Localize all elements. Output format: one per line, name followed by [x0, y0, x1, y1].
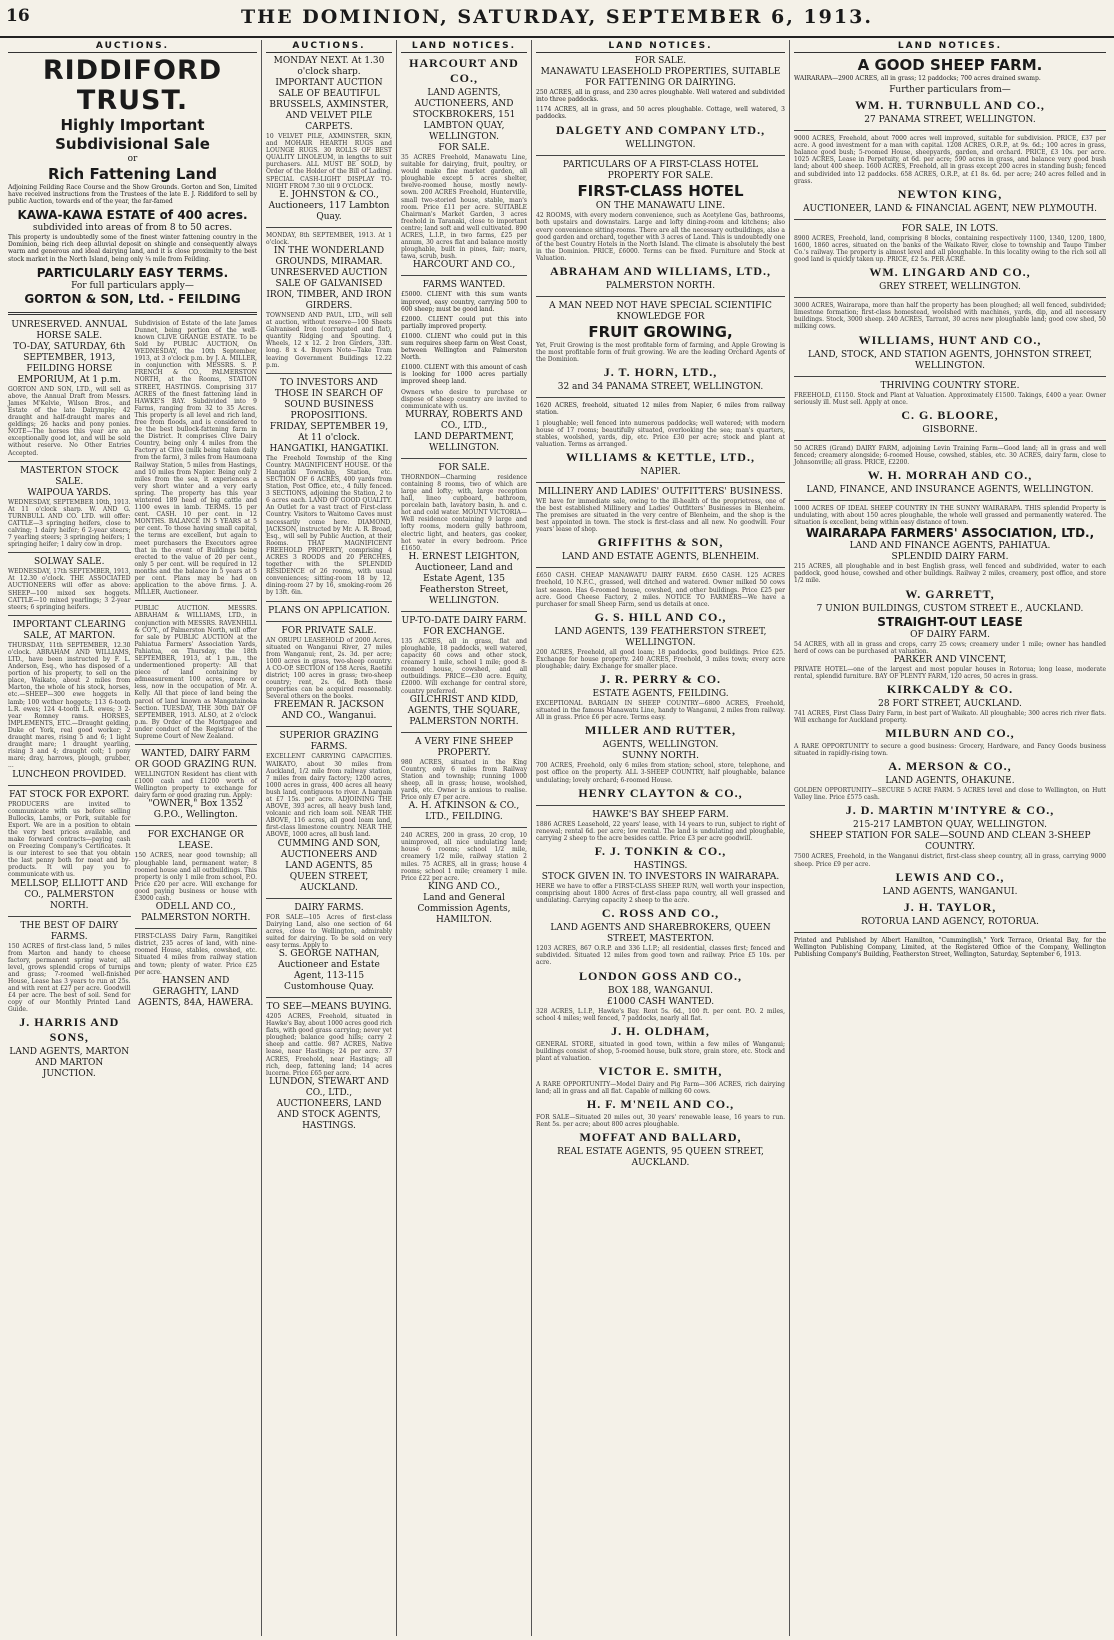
ad-body: This property is undoubtedly some of the finest winter fattening country in the Dominion, being rich deep alluvial deposit on shingle and consequently always warm and generous and ideal dairying land, and it is close proximity to the best stock market in the North Island, being only ¼ mile from Feilding.: [8, 234, 257, 263]
agent-name: J. H. OLDHAM,: [611, 1023, 710, 1038]
subcolumns: [8, 320, 257, 1081]
filler-text: 8900 ACRES, Freehold, land, comprising 8 blocks, containing respectively 1100, 1340, 1200, 1800, 1600, 1860 acres, situated on the banks of the Waikato River, close to township and Taupo Timber Co.'s railway. The property is almost level and all ploughable. In this locality owing to the rich soil all good land is quickly taken up. PRICE, £2 5s. PER ACRE.: [794, 234, 1106, 264]
section-header: LAND NOTICES.: [794, 41, 1106, 53]
filler-text: Owners who desire to purchase or dispose of sheep country are invited to communicate with us.: [401, 388, 527, 410]
ad-heading: UNRESERVED. ANNUAL HORSE SALE.: [11, 319, 128, 341]
filler-text: 50 ACRES (Grand) DAIRY FARM, adjoining Levin Training Farm—Good land; all in grass and well fenced; creamery alongside; 6-roomed House, cowshed, stables, etc. 30 ACRES, dairy farm, close to Johnsonville; all grass. PRICE, £2200.: [794, 444, 1106, 466]
filler-text: PRODUCERS are invited to communicate with us before selling Bullocks, Lambs, or Pork, suitable for Export. We are in a position to obtain the very best prices available, and make forward contracts—paying cash on Freezing Company's Certificates. It is our interest to see that you obtain the last penny both for meat and by-products. It will pay you to communicate with us.: [8, 800, 131, 879]
filler-text: 54 ACRES, with all in grass and crops, carry 25 cows; creamery under 1 mile; owner has handled herd of cows can be purchased at valuation.: [794, 640, 1106, 655]
estate-title: KAWA-KAWA ESTATE of 400 acres.: [17, 208, 248, 223]
ad-title: FRUIT GROWING,: [588, 323, 733, 342]
ad-subtitle: OF DAIRY FARM.: [910, 629, 990, 640]
filler-text: £650 CASH. CHEAP MANAWATU DAIRY FARM. £650 CASH. 125 ACRES freehold, 10 N.F.C., grassed, well ditched and watered. Owner milked 50 cows last season. Has 6-roomed house, cowshed, and other buildings. Price £25 per acre. Good Cheese Factory, 2 miles. NOTICE TO FARMERS—We have a purchaser for small Sheep Farm, send us details at once.: [536, 572, 785, 608]
agent-name: VICTOR E. SMITH,: [598, 1063, 723, 1078]
agent-name: LONDON GOSS AND CO.,: [578, 968, 743, 983]
ad-heading: UP-TO-DATE DAIRY FARM.: [401, 615, 527, 626]
agent-address: LAND DEPARTMENT, WELLINGTON.: [414, 431, 514, 453]
agent-name: C. G. BLOORE,: [901, 407, 999, 422]
ad-heading: IMPORTANT AUCTION SALE OF BEAUTIFUL BRUSSELS, AXMINSTER, AND VELVET PILE CARPETS.: [269, 78, 389, 132]
newspaper-title: THE DOMINION, SATURDAY, SEPTEMBER 6, 1913.: [241, 6, 873, 28]
ad-heading: TO INVESTORS AND THOSE IN SEARCH OF SOUND BUSINESS PROPOSITIONS.: [274, 377, 384, 421]
ad-body: Adjoining Feilding Race Course and the Show Grounds. Gorton and Son, Limited have received instructions from the Trustees of the late E. J. Riddiford to sell by public Auction, towards end of the year, the far-famed: [8, 184, 257, 206]
agent-name: KIRKCALDY & CO.: [886, 681, 1014, 696]
agent-name: MELLSOP, ELLIOTT AND CO., PALMERSTON NORTH.: [10, 878, 128, 911]
agent-address: GREY STREET, WELLINGTON.: [879, 282, 1021, 293]
agent-name: S. GEORGE NATHAN,: [278, 949, 380, 959]
ad-heading: TO SEE—MEANS BUYING.: [266, 1002, 392, 1012]
imprint: Printed and Published by Albert Hamilton, "Cumminglish," York Terrace, Oriental Bay, for the Wellington Publishing Company, Limited, at the Registered Office of the Company, Wellington Publishing Company's Building, Featherston Street, Wellington, Saturday, September 6, 1913.: [794, 936, 1106, 958]
agent-address: AGENTS, THE SQUARE, PALMERSTON NORTH.: [407, 705, 521, 727]
filler-text: EXCEPTIONAL BARGAIN IN SHEEP COUNTRY—6800 ACRES, Freehold, situated in the famous Manawatu Line, handy to Wanganui, 2 miles from railway. All in grass. Price £6 per acre. Terms easy.: [536, 700, 785, 722]
agent-name: WILLIAMS, HUNT AND CO.,: [858, 332, 1042, 347]
filler-text: GOLDEN OPPORTUNITY—SECURE 5 ACRE FARM. 5 ACRES level and close to Wellington, on Hutt Valley line. Price £575 cash.: [794, 787, 1106, 802]
ad-heading: FOR SALE, IN LOTS.: [901, 223, 999, 234]
masthead: [0, 0, 1114, 38]
agent-name: NEWTON KING,: [897, 186, 1003, 201]
apply-line: For full particulars apply—: [71, 280, 194, 291]
filler-text: 3000 ACRES, Wairarapa, more than half the property has been ploughed; all well fenced, subdivided; limestone formation; first-class homestead, woolshed with machines, yards, dip, and all necessary buildings. Stock, 3000 sheep. 240 ACRES, Tarrant, 30 acres new ploughable land; good cow shed, 50 milking cows.: [794, 302, 1106, 331]
section-header: AUCTIONS.: [8, 41, 257, 53]
agent-name: ABRAHAM AND WILLIAMS, LTD.,: [549, 264, 772, 279]
section-header: LAND NOTICES.: [401, 41, 527, 53]
agent-name: MURRAY, ROBERTS AND CO., LTD.,: [405, 409, 523, 431]
filler-text: 240 ACRES, 200 in grass, 20 crop, 10 unimproved, all nice undulating land; house 6 rooms; school 1/2 mile, creamery 1/2 mile, railway station 2 miles. 75 ACRES, all in grass; house 4 rooms; school 1 mile; creamery 1 mile. Price £22 per acre.: [401, 832, 527, 882]
filler-text: GORTON AND SON, LTD., will sell as above, the Annual Draft from Messrs. James M'Kelvie, Wilson Bros., and Estate of the late Dalrymple; 42 draught and half-draught mares and geldings; 26 hacks and pony ponies. NOTE—The horses this year are an exceptionally good lot, and will be sold without reserve. No Other Entries Accepted.: [8, 385, 131, 457]
agent-address: 215-217 LAMBTON QUAY, WELLINGTON.: [853, 820, 1047, 831]
agent-address: PALMERSTON NORTH.: [605, 281, 716, 292]
agent-address: LAND, FINANCE, AND INSURANCE AGENTS, WELLINGTON.: [806, 484, 1094, 495]
agent-name: C. ROSS AND CO.,: [601, 906, 720, 921]
ad-heading: SPLENDID DAIRY FARM.: [891, 552, 1009, 563]
agent-name: HARCOURT AND CO.,: [409, 56, 519, 85]
ad-heading: LUNCHEON PROVIDED.: [12, 769, 127, 780]
filler-text: 700 ACRES, Freehold, only 6 miles from station; school, store, telephone, and post office on the property. ALL 3-SHEEP COUNTRY, half ploughable, balance undulating; lovely orchard; 6-roomed House.: [536, 762, 785, 784]
column-land-notices-1: [397, 40, 532, 1636]
agent-name: H. ERNEST LEIGHTON,: [408, 551, 520, 562]
agent-address: Land and General Commission Agents, HAMILTON.: [417, 892, 511, 925]
agent-name: KING AND CO.,: [427, 881, 501, 892]
section-header: AUCTIONS.: [266, 41, 392, 53]
ad-heading: MILLINERY AND LADIES' OUTFITTERS' BUSINESS.: [538, 486, 783, 497]
agent-name: GRIFFITHS & SON,: [597, 535, 724, 550]
column-land-notices-2: [532, 40, 790, 1636]
listing: 250 ACRES, all in grass, and 230 acres ploughable. Well watered and subdivided into three paddocks.: [536, 89, 785, 104]
filler-text: 1886 ACRES Leasehold, 22 years' lease, with 14 years to run, subject to right of renewal; rental 6d. per acre; low rental. The land is undulating and ploughable, carrying 2 sheep to the acre besides cattle. Price £3 per acre goodwill.: [536, 820, 785, 842]
agent-address: AGENTS, WELLINGTON.: [602, 740, 719, 751]
ad-heading: THE BEST OF DAIRY FARMS.: [20, 920, 119, 942]
filler-text: Subdivision of Estate of the late James Dunnet, being portion of the well-known CLIVE GRANGE ESTATE. To be Sold by PUBLIC AUCTION, On WEDNESDAY, the 10th September, 1913, at 3 o'clock p.m. by J. A. MILLER, in conjunction with MESSRS. S. P. FRENCH & CO., PALMERSTON NORTH, at the Rooms, STATION STREET, HASTINGS. Comprising 317 ACRES of the finest fattening land in HAWKE'S BAY. Subdivided into 9 Farms, ranging from 32 to 35 Acres. This property is all level and rich land, free from floods, and is considered to be the best bullock-fattening farm in the District. It comprises Clive Dairy Country, being only 4 miles from the Factory at Clive (milk being taken daily from the farm), 3 miles from Haumoana Railway Station, 5 miles from Hastings, and 10 miles from Napier. Being only 2 miles from the sea, it experiences a very short winter and a very early spring. The property has this year wintered 189 head of big cattle and 1100 ewes in lamb. TERMS. 15 per cent. CASH. 10 per cent. in 12 MONTHS. BALANCE IN 5 YEARS at 5 per cent. To those having small capital, the terms are excellent, but again to meet purchasers the Executors agree that in the event of Buildings being erected to the value of 20 per cent., only 5 per cent. will be required in 12 months and the balance in 5 years at 5 per cent. Plans may be had on application to the above firms. J. A. MILLER, Auctioneer.: [134, 319, 257, 597]
filler-text: HERE we have to offer a FIRST-CLASS SHEEP RUN, well worth your inspection, comprising about 1800 Acres of first-class papa country, all well grassed and undulating. Carrying capacity 2 sheep to the acre.: [536, 882, 785, 905]
filler-text: MONDAY, 8th SEPTEMBER, 1913. At 1 o'clock.: [266, 231, 392, 246]
ad-heading: FAT STOCK FOR EXPORT.: [9, 789, 130, 800]
filler-text: A RARE OPPORTUNITY to secure a good business: Grocery, Hardware, and Fancy Goods business situated in rapidly-rising town.: [794, 743, 1106, 758]
filler-text: FOR SALE—Situated 20 miles out, 30 years' renewable lease, 16 years to run. Rent 5s. per acre; about 800 acres ploughable.: [536, 1114, 785, 1129]
filler-text: 1 ploughable; well fenced into numerous paddocks; well watered; with modern house of 17 rooms; beautifully situated, overlooking the sea; man's quarters, stables, woolshed, yards, dip, etc. Price £30 per acre; stock and plant at valuation. Terms as arranged.: [536, 419, 785, 448]
subcolumn-left: [8, 320, 131, 1081]
filler-text: 200 ACRES, Freehold, all good loam; 18 paddocks, good buildings. Price £25. Exchange for house property. 240 ACRES, Freehold, 3 miles town; every acre ploughable; dairy. Exchange for smaller place.: [536, 648, 785, 670]
filler-text: PUBLIC AUCTION. MESSRS. ABRAHAM & WILLIAMS, LTD., in conjunction with MESSRS. RAVENHILL & CO'Y., of Palmerston North, will offer for sale by PUBLIC AUCTION at the Pahiatua Farmers' Association Yards, Pahiatua, on Thursday, the 18th SEPTEMBER, 1913, at 1 p.m., the undermentioned property: All that piece of land containing by admeasurement 100 acres, more or less, now in the occupation of Mr. A. Kelly. All that piece of land being the parcel of land known as Mangatainoka Section. TUESDAY, THE 30th DAY OF SEPTEMBER, 1913. ALSO, at 2 o'clock p.m. By Order of the Mortgagee and under conduct of the Registrar of the Supreme Court of New Zealand.: [134, 605, 257, 740]
contact: "OWNER," Box 1352 G.P.O., Wellington.: [148, 799, 244, 821]
agent-name: GILCHRIST AND KIDD,: [409, 694, 519, 705]
agent-name: MOFFAT AND BALLARD,: [579, 1130, 742, 1145]
agent-address: 27 PANAMA STREET, WELLINGTON.: [864, 115, 1036, 126]
filler-text: 215 ACRES, all ploughable and in best English grass, well fenced and subdivided, water to each paddock, good house, cowshed and other buildings. Railway 2 miles, creamery, post office, and store 1/2 mile.: [794, 563, 1106, 585]
subheadline: Highly Important Subdivisional Sale: [55, 116, 210, 153]
filler-text: WEDNESDAY, 17th SEPTEMBER, 1913, At 12.30 o'clock. THE ASSOCIATED AUCTIONEERS will offer as above: SHEEP—100 mixed sex hoggets. CATTLE—10 mixed yearlings; 3 2-year steers; 6 springing heifers.: [8, 568, 131, 611]
agent-address: GISBORNE.: [922, 424, 978, 435]
filler-text: 1000 ACRES OF IDEAL SHEEP COUNTRY IN THE SUNNY WAIRARAPA. THIS splendid Property is undulating, with about 150 acres ploughable, the whole well grassed and permanently watered. The situation is excellent, being within easy distance of town.: [794, 504, 1106, 527]
filler-text: 150 ACRES, near good township; all ploughable land, permanent water; 8 roomed house and all outbuildings. This property is only 1 mile from school, P.O. Price £20 per acre. Will exchange for good paying business or house with £3000 cash.: [134, 852, 257, 903]
filler-text: 42 ROOMS, with every modern convenience, such as Acetylene Gas, bathrooms, both upstairs and downstairs. Large and lofty dining-room and kitchens; also every convenience sitting-rooms. There are all the necessary outbuildings, also a good garden and orchard, together with 3 acres of Land. This is undoubtedly one of the best Country Hotels in the North Island. The climate is absolutely the best in the Dominion. PRICE, £6000. Terms can be fixed. Furniture and Stock at Valuation.: [536, 212, 785, 262]
agent-address: LAND AGENTS, 139 FEATHERSTON STREET, WELLINGTON.: [554, 626, 767, 648]
wanted-ad: £1000. CLIENT who could put in this sum requires sheep farm on West Coast, between Wellington and Palmerston North.: [401, 332, 527, 362]
ad-heading: WAIPOUA YARDS.: [27, 487, 111, 498]
ad-heading: SHEEP STATION FOR SALE—SOUND AND CLEAN 3-SHEEP COUNTRY.: [809, 831, 1091, 853]
agent-name: E. JOHNSTON & CO., Auctioneers, 117 Lambton Quay.: [268, 189, 390, 222]
ad-heading: TO-DAY, SATURDAY, 6th SEPTEMBER, 1913, FEILDING HORSE EMPORIUM, At 1 p.m.: [13, 341, 126, 385]
filler-text: 7500 ACRES, Freehold, in the Wanganui district, first-class sheep country, all in grass, carrying 9000 sheep. Price £9 per acre.: [794, 853, 1106, 868]
agent-address: 32 and 34 PANAMA STREET, WELLINGTON.: [557, 382, 764, 393]
agent-name: HENRY CLAYTON & CO.,: [578, 785, 743, 800]
ad-heading: FARMS WANTED.: [422, 280, 506, 291]
agent-name: WM. LINGARD AND CO.,: [869, 265, 1031, 280]
ad-heading: PLANS ON APPLICATION.: [268, 605, 390, 616]
ad-heading: PARTICULARS OF A FIRST-CLASS HOTEL PROPERTY FOR SALE.: [562, 160, 759, 182]
agent-address: LAND AGENTS AND SHAREBROKERS, QUEEN STREET, MASTERTON.: [550, 923, 771, 945]
agent-name: ODELL AND CO., PALMERSTON NORTH.: [141, 902, 251, 924]
agent-name: J. HARRIS AND SONS,: [19, 1015, 120, 1045]
agent-name: PARKER AND VINCENT,: [893, 654, 1007, 665]
ad-heading: SUPERIOR GRAZING FARMS.: [279, 731, 379, 753]
ad-heading: FOR SALE.: [634, 56, 687, 66]
ad-heading: SOLWAY SALE.: [33, 557, 105, 568]
agent-address: Auctioneer and Estate Agent, 113-115 Customhouse Quay.: [278, 960, 380, 992]
ad-heading: FOR EXCHANGE.: [423, 626, 505, 637]
agent-name: A. MERSON & CO.,: [888, 759, 1012, 774]
filler-text: FOR SALE—105 Acres of first-class Dairying Land, also one section of 64 acres, close to Wellington, admirably suited for dairying. To be sold on very easy terms. Apply to: [266, 913, 392, 949]
ad-heading: £1000 CASH WANTED.: [606, 996, 715, 1007]
wanted-ad: £5000. CLIENT with this sum wants improved, easy country, carrying 500 to 600 sheep; must be good land.: [401, 291, 527, 313]
agent-name: CUMMING AND SON, AUCTIONEERS AND LAND AGENTS, 85 QUEEN STREET, AUCKLAND.: [277, 838, 381, 893]
agent-name: WILLIAMS & KETTLE, LTD.,: [566, 449, 755, 464]
agent-name: MILBURN AND CO.,: [885, 726, 1015, 741]
agent-address: ROTORUA LAND AGENCY, ROTORUA.: [861, 916, 1039, 927]
filler-text: FREEHOLD, £1150. Stock and Plant at Valuation. Approximately £1500. Takings, £400 a year. Owner seriously ill. Must sell. Apply at once.: [794, 391, 1106, 406]
agent-name: J. R. PERRY & CO.: [599, 672, 722, 687]
divider: [8, 312, 257, 315]
filler-text: THURSDAY, 11th SEPTEMBER, 12.30 o'clock. ABRAHAM AND WILLIAMS, LTD., have been instructed by F. L. Anderson, Esq., who has disposed of a portion of his property, to sell on the place, Waikato, about 2 miles from Marton, the whole of his stock, horses, etc.—SHEEP—300 ewe hoggets in lamb; 100 wether hoggets; 113 6-tooth L.R. ewes; 124 4-tooth L.R. ewes; 3 2-year Romney rams. HORSES, IMPLEMENTS, ETC.—Draught gelding, Duke of York, real good worker; 2 draught mares, rising 5 and 6; 1 light draught mare; 1 draught yearling, rising 3 and 4; draught colt; 1 pony mare; dray, harrows, plough, grubber, ...: [8, 641, 131, 770]
ad-heading: HAWKE'S BAY SHEEP FARM.: [592, 809, 729, 820]
listing: 1620 ACRES, freehold, situated 12 miles from Napier, 6 miles from railway station.: [536, 402, 785, 417]
filler-text: The Freehold Township of the King Country. MAGNIFICENT HOUSE. Of the Hangatiki Township, Station, etc. SECTION OF 6 ACRES, 400 yards from Station, Post Office, etc., 4 fully fenced. 3 SECTIONS, adjoining the Station, 2 to 6 acres each. LAND OF GOOD QUALITY. An Outlet for a vast tract of First-class Country. Visitors to Waitomo Caves must necessarily come here. DIAMOND, JACKSON, instructed by Mr. A. R. Broad, Esq., will sell by Public Auction, at their Rooms. THAT MAGNIFICENT FREEHOLD PROPERTY, comprising 4 ACRES 3 ROODS and 20 PERCHES, together with the SPLENDID RESIDENCE of 26 rooms, with usual conveniences; sitting-room 18 by 12, dining-room 27 by 16, smoking-room 26 by 13ft. 6in.: [266, 454, 392, 597]
agent-address: ESTATE AGENTS, FEILDING.: [592, 689, 729, 700]
agent-address: NAPIER.: [640, 466, 681, 477]
ad-title: A GOOD SHEEP FARM.: [857, 56, 1043, 74]
filler-text: THORNDON—Charming residence containing 8 rooms, two of which are large and lofty; with, large reception hall, lineo cupboard, bathroom, porcelain bath, lavatory basin, h. and c. hot and cold water. MOUNT VICTORIA—Well residence containing 9 large and lofty rooms, modern gully bathroom, electric light, and heaters, gas cooker, hot water in every bedroom. Price £1650.: [401, 473, 527, 552]
filler-text: WELLINGTON Resident has client with £1000 cash and £1200 worth of Wellington property to exchange for dairy farm or good grazing run. Apply:: [134, 771, 257, 800]
headline: RIDDIFORD TRUST.: [42, 55, 223, 116]
agent-name: W. GARRETT,: [905, 586, 995, 601]
ad-heading: STOCK GIVEN IN. TO INVESTORS IN WAIRARAPA.: [541, 871, 780, 882]
filler-text: TOWNSEND AND PAUL, LTD., will sell at auction, without reserve—100 Sheets Galvanised Iron (corrugated and flat), quantity Ridging and Spouting. 4 Wheels, 12 x 12. 2 Iron Girders, 33ft. long. 8 x 4. Buyers Note—Take Tram leaving Government Buildings 12.22 p.m.: [266, 311, 392, 369]
agent-name: WM. H. TURNBULL AND CO.,: [855, 98, 1045, 113]
ad-heading: FRIDAY, SEPTEMBER 19, At 11 o'clock.: [269, 421, 389, 443]
ad-heading: MASTERTON STOCK SALE.: [20, 465, 119, 487]
agent-address: LAND AGENTS, AUCTIONEERS, AND STOCKBROKERS, 151 LAMBTON QUAY, WELLINGTON.: [412, 88, 516, 142]
ad-heading: THRIVING COUNTRY STORE.: [880, 380, 1020, 391]
filler-text: 35 ACRES Freehold, Manawatu Line, suitable for dairying, fruit, poultry, or would make fine market garden, all ploughable except 5 acres shelter, twelve-roomed house, mostly newly-sown. 200 ACRES Freehold, Hunterville, small two-storied house, stable, man's room. Price £11 per acre. SUITABLE Chairman's Market Garden, 3 acres freehold in Taranaki, close to important centre; land soft and well cultivated. 890 ACRES, L.I.P., in two farms, £25 per annum, 30 acres flat and balance mostly ploughable, built in pines, fair; mare, tawa, scrub, bush.: [401, 154, 527, 261]
agent-name: LUNDON, STEWART AND CO., LTD.,: [269, 1076, 389, 1098]
ad-heading: IN THE WONDERLAND GROUNDS, MIRAMAR.: [273, 245, 385, 267]
agent-address: LAND AGENTS, OHAKUNE.: [885, 776, 1015, 787]
listing: 1174 ACRES, all in grass, and 50 acres ploughable. Cottage, well watered, 3 paddocks.: [536, 106, 785, 121]
agent-address: HASTINGS.: [633, 860, 688, 871]
ad-heading: IMPORTANT CLEARING SALE, AT MARTON.: [12, 619, 126, 641]
section-header: LAND NOTICES.: [536, 41, 785, 53]
filler-text: 1203 ACRES, 867 O.R.P. and 336 L.I.P.; all residential, classes first; fenced and subdivided. Situated 12 miles from good town and railway. Price £5 10s. per acre.: [536, 945, 785, 967]
listing: WAIRARAPA—2900 ACRES, all in grass; 12 paddocks; 700 acres drained swamp.: [794, 75, 1041, 82]
ad-heading: FOR PRIVATE SALE.: [281, 625, 377, 636]
ad-heading: MANAWATU LEASEHOLD PROPERTIES, SUITABLE FOR FATTENING OR DAIRYING.: [540, 67, 781, 88]
ad-title: STRAIGHT-OUT LEASE: [877, 614, 1023, 629]
filler-text: AN ORUPU LEASEHOLD of 2000 Acres, situated on Wanganui River, 27 miles from Wanganui; rent, 2s. 3d. per acre; 1000 acres in grass, two-sheep country. A CO-OP. SECTION of 158 Acres, Raetihi district; 100 acres in grass; two-sheep country; rent, 2s. 6d. Both these properties can be acquired reasonably. Several others on the books.: [266, 636, 392, 701]
apply-line: Further particulars from—: [889, 85, 1011, 96]
ad-heading: FOR SALE.: [438, 462, 490, 473]
ad-heading: MONDAY NEXT. At 1.30 o'clock sharp.: [273, 56, 385, 77]
agent-address: LAND, STOCK, AND STATION AGENTS, JOHNSTON STREET, WELLINGTON.: [808, 349, 1092, 371]
filler-text: FIRST-CLASS Dairy Farm, Rangitikei district, 235 acres of land, with nine-roomed House, stables, cowshed, etc. Situated 4 miles from railway station and town; plenty of water. Price £25 per acre.: [134, 933, 257, 976]
ad-heading: FOR SALE.: [438, 143, 490, 153]
ad-heading: A VERY FINE SHEEP PROPERTY.: [414, 736, 514, 758]
agent-address: 7 UNION BUILDINGS, CUSTOM STREET E., AUCKLAND.: [816, 603, 1084, 614]
agent-address: LAND AGENTS, WANGANUI.: [882, 886, 1018, 897]
filler-text: 328 ACRES, L.I.P., Hawke's Bay. Rent 5s. 6d., 100 ft. per cent. P.O. 2 miles, school 4 miles; well fenced, 7 paddocks, nearly all flat.: [536, 1007, 785, 1022]
column-auctions-1: [4, 40, 262, 1636]
agent-name: J. H. TAYLOR,: [903, 899, 997, 914]
filler-text: WE have for immediate sale, owing to the ill-health of the proprietress, one of the best established Millinery and Ladies' Outfitters' Businesses in Blenheim. The premises are situated in the very centre of Blenheim, and the shop is the best appointed in town. The stock is first-class and all new. No goodwill. Four years' lease of shop.: [536, 497, 785, 534]
filler-text: Yet, Fruit Growing is the most profitable form of farming, and Apple Growing is the most profitable form of fruit growing. We are the leading Orchard Agents of the Dominion.: [536, 342, 785, 364]
agent-address: AUCTIONEERS, LAND AND STOCK AGENTS, HASTINGS.: [276, 1098, 382, 1131]
agent-name: HARCOURT AND CO.,: [412, 260, 516, 271]
wanted-ad: £2000. CLIENT could put this into partially improved property.: [401, 315, 527, 330]
agent-name: WAIRARAPA FARMERS' ASSOCIATION, LTD.,: [805, 526, 1095, 541]
agent-address: LAND AND ESTATE AGENTS, BLENHEIM.: [561, 552, 760, 563]
ad-heading: DAIRY FARMS.: [294, 902, 364, 913]
filler-text: A RARE OPPORTUNITY—Model Dairy and Pig Farm—306 ACRES, rich dairying land; all in grass and all flat. Capable of milking 60 cows.: [536, 1080, 785, 1096]
ad-subtitle: ON THE MANAWATU LINE.: [595, 201, 726, 212]
filler-text: 9000 ACRES, Freehold, about 7000 acres well improved, suitable for subdivision. PRICE, £37 per acre. A good investment for a man with capital. 1208 ACRES, O.R.P., at 9s. 6d.; 100 acres in grass, balance good bush; 5-roomed House, sheepyards, garden, and orchard. PRICE, £3 10s. per acre. 1025 ACRES, Lease in Perpetuity, at 6d. per acre; 590 acres in grass, and balance very good bush land; about 400 sheep. 1600 ACRES, Freehold, all in grass except 200 acres in standing bush; fenced and subdivided into 12 paddocks. 658 ACRES, O.R.P., at £1 8s. 6d. per acre; 240 acres felled and in grass.: [794, 135, 1106, 185]
filler-text: 4205 ACRES, Freehold, situated in Hawke's Bay, about 1000 acres good rich flats, with good grass carrying; never yet ploughed; balance good hills; carry 2 sheep and cattle. 987 ACRES, Native lease, near Hastings; 24 per acre. 37 ACRES, Freehold, near Hastings; all rich, deep, fattening land; 14 acres lucerne. Price £65 per acre.: [266, 1013, 392, 1077]
agent-name: A. H. ATKINSON & CO., LTD., FEILDING.: [408, 801, 520, 823]
agent-name: MILLER AND RUTTER,: [584, 723, 737, 738]
subheadline-or: or: [127, 154, 138, 164]
terms-line: PARTICULARLY EASY TERMS.: [36, 265, 229, 280]
ad-heading: WANTED, DAIRY FARM OR GOOD GRAZING RUN.: [134, 749, 257, 771]
agent-address: LAND AND FINANCE AGENTS, PAHIATUA.: [849, 541, 1051, 552]
filler-text: 741 ACRES, First Class Dairy Farm, in best part of Waikato. All ploughable; 300 acres rich river flats. Will exchange for Auckland property.: [794, 709, 1106, 724]
agent-name: FREEMAN R. JACKSON AND CO., Wanganui.: [273, 700, 385, 722]
agent-name: J. T. HORN, LTD.,: [603, 365, 718, 380]
agent-name: H. F. M'NEIL AND CO.,: [586, 1097, 735, 1112]
estate-note: subdivided into areas of from 8 to 50 acres.: [32, 223, 233, 234]
column-land-notices-3: [790, 40, 1110, 1636]
agent-address: 28 FORT STREET, AUCKLAND.: [878, 698, 1022, 709]
agent-name: F. J. TONKIN & CO.,: [594, 843, 727, 858]
agent-address: BOX 188, WANGANUI.: [608, 985, 713, 996]
ad-heading: HANGATIKI, HANGATIKI.: [269, 443, 389, 454]
agent-name: GORTON & SON, Ltd. - FEILDING: [24, 291, 241, 306]
ad-heading: A MAN NEED NOT HAVE SPECIAL SCIENTIFIC KNOWLEDGE FOR: [549, 301, 772, 323]
filler-text: 150 ACRES of first-class land, 5 miles from Marton and handy to cheese factory, permanent spring water, all level, grows splendid crops of turnips and grass; 7-roomed well-finished House, Lease has 3 years to run at 25s. and with rent at £27 per acre. Goodwill £4 per acre. The best of soil. Send for copy of our Monthly Printed Land Guide.: [8, 942, 131, 1014]
filler-text: WEDNESDAY, SEPTEMBER 10th, 1913. At 11 o'clock sharp. W. AND G. TURNBULL AND CO. LTD. will offer: CATTLE—3 springing heifers, close to calving; 1 dairy heifer; 6 2-year steers; 7 yearling steers; 3 springing heifers; 1 springing heifer; 1 dairy cow in drop.: [8, 498, 131, 549]
agent-address: WELLINGTON.: [625, 140, 696, 151]
agent-name: DALGETY AND COMPANY LTD.,: [555, 123, 766, 138]
filler-text: GENERAL STORE, situated in good town, within a few miles of Wanganui; buildings consist of shop, 5-roomed house, bulk store, grain store, etc. Stock and plant at valuation.: [536, 1040, 785, 1062]
filler-text: 980 ACRES, situated in the King Country, only 6 miles from Railway Station and township; running 1000 sheep, all in grass; house, woolshed, yards, etc. Owner is anxious to realise. Price only £7 per acre.: [401, 758, 527, 802]
agent-address: AUCTIONEER, LAND & FINANCIAL AGENT, NEW PLYMOUTH.: [803, 203, 1097, 214]
agent-name: HANSEN AND GERAGHTY, LAND AGENTS, 84A, HAWERA.: [138, 975, 254, 1008]
agent-address: REAL ESTATE AGENTS, 95 QUEEN STREET, AUCKLAND.: [557, 1147, 764, 1169]
agent-name: G. S. HILL AND CO.,: [594, 609, 727, 624]
agent-name: J. D. MARTIN M'INTYRE & CO.,: [845, 803, 1055, 818]
agent-name: LEWIS AND CO.,: [895, 869, 1005, 884]
subcolumn-right: [135, 320, 258, 1081]
page-number: 16: [6, 6, 30, 26]
filler-text: EXCELLENT CARRYING CAPACITIES. WAIKATO, about 30 miles from Auckland, 1/2 mile from railway station, 7 miles from dairy factory; 1200 acres, 1000 acres in grass, 400 acres all heavy bush land, contiguous to river. A bargain at £7 15s. per acre. ADJOINING THE ABOVE, 393 acres, all heavy bush land, volcanic and rich loam soil. NEAR THE ABOVE, 116 acres, all good loam land, first-class limestone country. NEAR THE ABOVE, 1000 acres, all bush land.: [266, 753, 392, 839]
agent-address: LAND AGENTS, MARTON AND MARTON JUNCTION.: [9, 1047, 130, 1080]
filler-text: PRIVATE HOTEL—one of the largest and most popular houses in Rotorua; long lease, moderate rental, splendid furniture. BAY OF PLENTY FARM, 120 acres, 50 acres in grass.: [794, 665, 1106, 680]
ad-heading: UNRESERVED AUCTION SALE OF GALVANISED IRON, TIMBER, AND IRON GIRDERS.: [266, 267, 392, 311]
ad-title: FIRST-CLASS HOTEL: [577, 182, 744, 201]
ad-heading: SUNNY NORTH.: [622, 751, 699, 762]
filler-text: 135 ACRES, all in grass, flat and ploughable, 18 paddocks, well watered, capacity 60 cows and other stock, creamery 1 mile, school 1 mile; good 8-roomed house, cowshed, and all outbuildings. PRICE—£30 acre. Equity, £2000. Will exchange for central store, country preferred.: [401, 637, 527, 695]
subheadline-2: Rich Fattening Land: [47, 165, 218, 183]
ad-heading: FOR EXCHANGE OR LEASE.: [147, 830, 244, 852]
wanted-ad: £1000. CLIENT with this amount of cash is looking for 1000 acres partially improved sheep land.: [401, 364, 527, 386]
agent-address: Auctioneer, Land and Estate Agent, 135 Featherston Street, WELLINGTON.: [415, 562, 513, 606]
filler-text: 10 VELVET PILE, AXMINSTER, SKIN, and MOHAIR HEARTH RUGS and LOUNGE RUGS. 30 ROLLS OF BEST QUALITY LINOLEUM, in lengths to suit purchasers. ALL MUST BE SOLD, by Order of the Holder of the Bill of Lading. SPECIAL CASH-LIGHT DISPLAY TO-NIGHT FROM 7.30 till 9 O'CLOCK.: [266, 133, 392, 190]
agent-name: W. H. MORRAH AND CO.,: [867, 467, 1033, 482]
column-auctions-2: [262, 40, 397, 1636]
